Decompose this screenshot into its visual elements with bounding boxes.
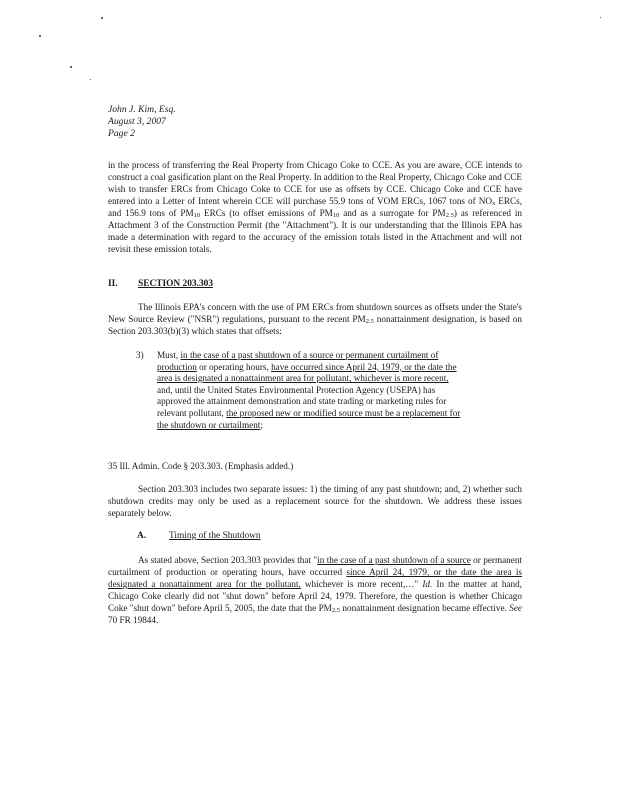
subsection-title: Timing of the Shutdown	[169, 531, 261, 541]
intro-paragraph: in the process of transferring the Real Property from Chicago Coke to CCE. As you are aware, CCE intends to construct a coal gasification plant on the Real Property. In addition to the Real Property, Chicago Coke and CCE wish to transfer ERCs from Chicago Coke to CCE for use as offsets by CCE. Chicago Coke and CCE have entered into a Letter of Intent wherein CCE will purchase 55.9 tons of VOM ERCs, 1067 tons of $NO_x$ ERCs, and 156.9 tons of $PM_{10}$ ERCs (to offset emissions of $PM_{10}$ and as a surrogate for $PM_{2.5}$) as referenced in Attachment 3 of the Construction Permit (the "Attachment"). It is our understanding that the Illinois EPA has made a determination with regard to the accuracy of the emission totals listed in the Attachment and will not revisit these emission totals.	[108, 160, 523, 254]
scan-speck	[39, 35, 41, 37]
scan-speck	[600, 17, 601, 18]
quote-body: Must, in the case of a past shutdown of a source or permanent curtailment of production or operating hours, have occurred since April 24, 1979, or the date the area is designated a nonattainment area for pollutant, whichever is more recent, and, until the United States Environmental Protection Agency (USEPA) has approved the attainment demonstration and state trading or marketing rules for relevant pollutant, the proposed new or modified source must be a replacement for the shutdown or curtailment;	[157, 350, 461, 430]
section-number: II.	[108, 279, 118, 289]
page-number: Page 2	[108, 128, 135, 139]
subsection-heading	[137, 531, 261, 541]
letterhead	[108, 104, 176, 140]
letter-date: August 3, 2007	[108, 116, 166, 127]
quote-item-number: 3)	[136, 350, 144, 360]
issues-paragraph: Section 203.303 includes two separate issues: 1) the timing of any past shutdown; and, 2) whether such shutdown credits may only be used as a replacement source for the shutdown. We address these issues separately below.	[108, 484, 522, 518]
subsection-letter: A.	[137, 531, 147, 541]
recipient-name: John J. Kim, Esq.	[108, 104, 176, 115]
scan-speck	[70, 66, 72, 68]
scan-speck	[90, 79, 91, 80]
scan-speck	[101, 17, 103, 19]
section-heading	[108, 279, 213, 289]
regulation-citation: 35 Ill. Admin. Code § 203.303. (Emphasis added.)	[108, 461, 294, 471]
section-paragraph: The Illinois EPA's concern with the use of PM ERCs from shutdown sources as offsets under the State's New Source Review ("NSR") regulations, pursuant to the recent $PM_{2.5}$ nonattainment designation, is based on Section 203.303(b)(3) which states that offsets:	[108, 302, 522, 336]
timing-paragraph: As stated above, Section 203.303 provides that "in the case of a past shutdown of a source or permanent curtailment of production or operating hours, have occurred since April 24, 1979, or the date the area is designated a nonattainment area for the pollutant, whichever is more recent,…" Id. In the matter at hand, Chicago Coke clearly did not "shut down" before April 24, 1979. Therefore, the question is whether Chicago Coke "shut down" before April 5, 2005, the date that the $PM_{2.5}$ nonattainment designation became effective. See 70 FR 19844.	[108, 555, 522, 625]
section-title: SECTION 203.303	[138, 279, 214, 289]
regulation-quote	[136, 350, 466, 431]
